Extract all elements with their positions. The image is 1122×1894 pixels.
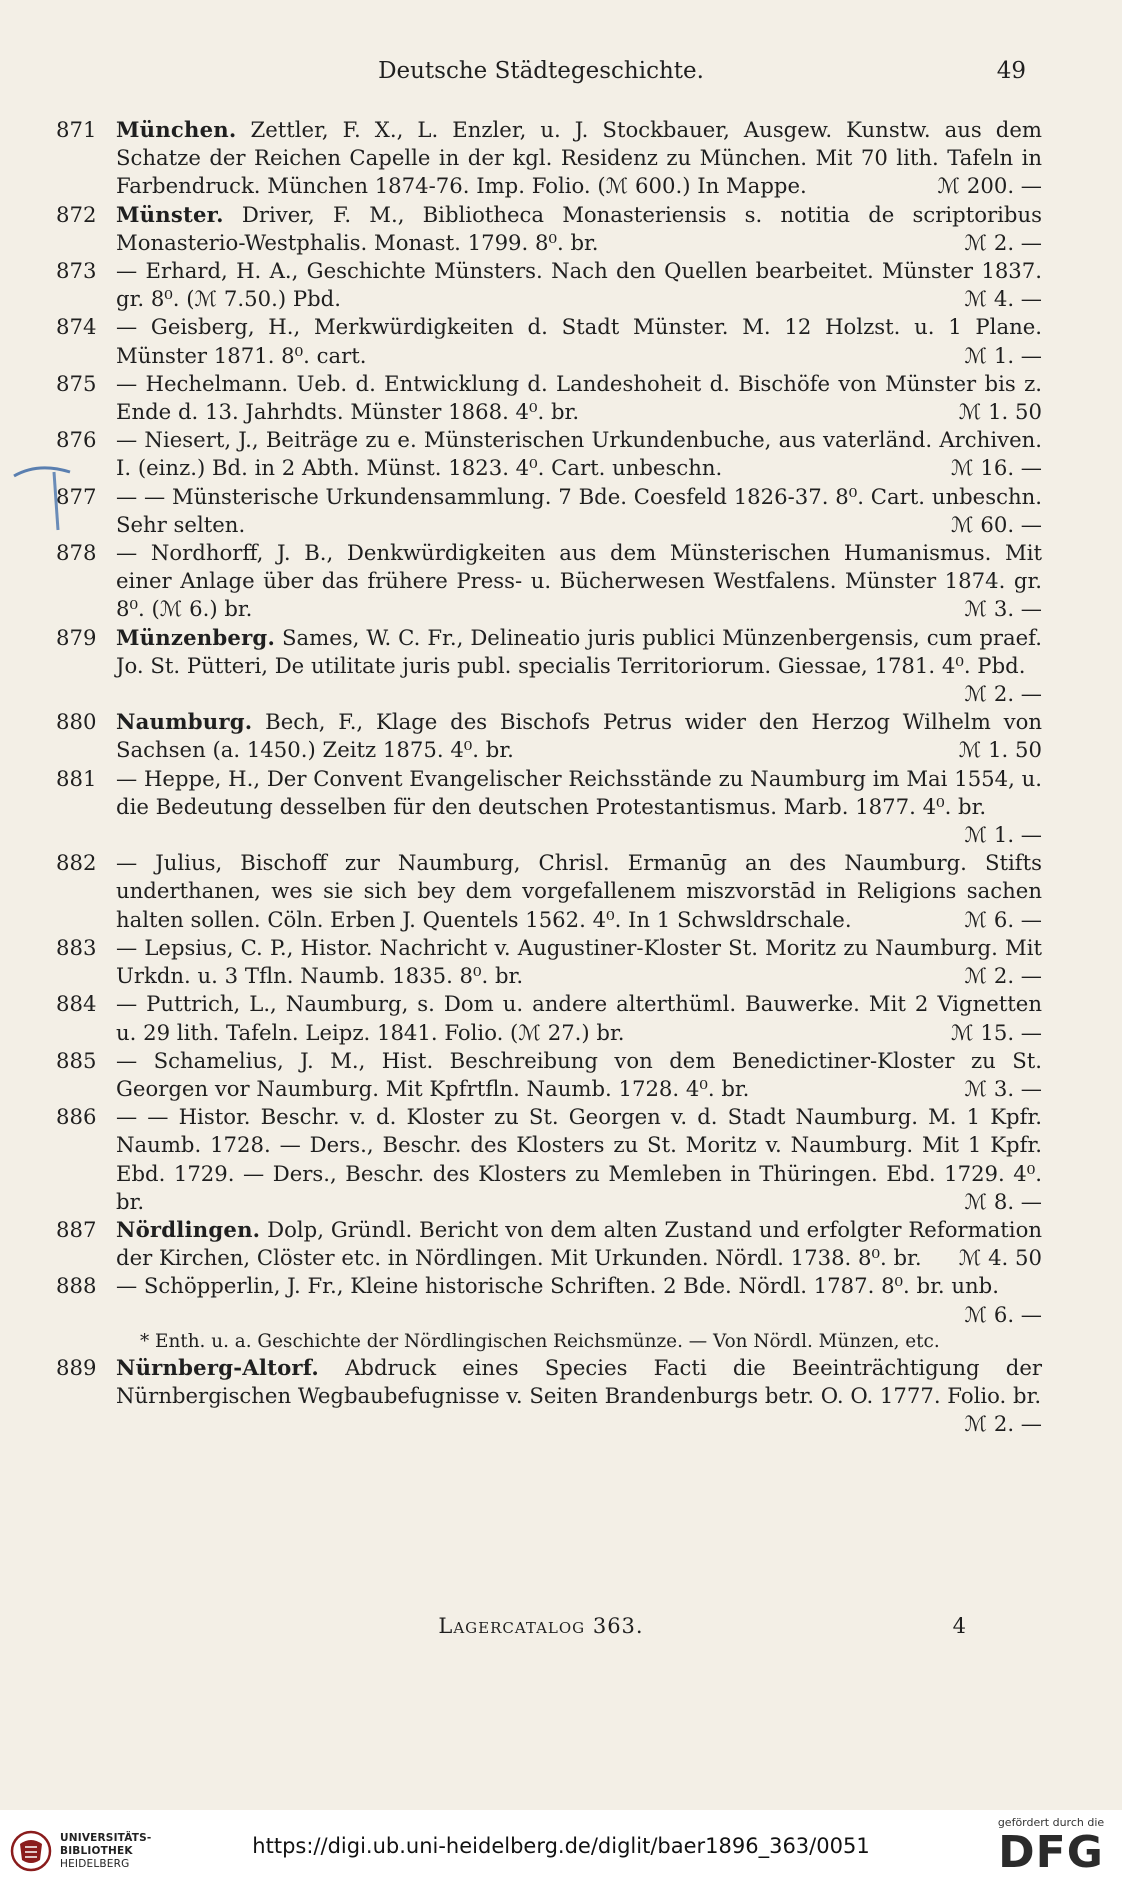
entry-price: ℳ 16. —: [950, 455, 1042, 481]
catalog-entry: [56, 934, 1042, 990]
entry-price: ℳ 60. —: [950, 511, 1042, 537]
entry-text: [116, 1354, 1042, 1439]
running-head-title: Deutsche Städtegeschichte.: [378, 58, 704, 84]
entry-price: ℳ 3. —: [964, 1075, 1042, 1101]
entry-number: 878: [56, 540, 97, 566]
entry-number: 889: [56, 1354, 97, 1380]
permalink-url[interactable]: https://digi.ub.uni-heidelberg.de/diglit/baer1896_363/0051: [252, 1834, 870, 1858]
entry-description: — Julius, Bischoff zur Naumburg, Chrisl. Ermanūg an des Naumburg. Stifts underthanen, wes sie sich bey dem vorgefallenem miszvorstād in Religions sachen halten sollen. Cöln. Erben J. Quentels 1562. 4⁰. In 1 Schwsldrschale.: [116, 850, 1042, 932]
entry-price: ℳ 1. —: [964, 822, 1042, 848]
entry-price: ℳ 2. —: [964, 1411, 1042, 1437]
entry-description: — Nordhorff, J. B., Denkwürdigkeiten aus dem Münsterischen Humanismus. Mit einer Anlage über das frühere Press- u. Bücherwesen Westfalens. Münster 1874. gr. 8⁰. (ℳ 6.) br.: [116, 540, 1042, 622]
entry-price: ℳ 1. 50: [958, 737, 1042, 763]
entry-number: 879: [56, 624, 97, 650]
entry-price: ℳ 1. —: [964, 342, 1042, 368]
entry-place-heading: Nürnberg-Altorf.: [116, 1354, 319, 1380]
entry-place-heading: Münster.: [116, 201, 224, 227]
entry-number: 883: [56, 934, 97, 960]
entry-number: 886: [56, 1104, 97, 1130]
entry-number: 877: [56, 483, 97, 509]
catalog-entry: [56, 624, 1042, 709]
entry-description: — Geisberg, H., Merkwürdigkeiten d. Stadt Münster. M. 12 Holzst. u. 1 Plane. Münster 1871. 8⁰. cart.: [116, 314, 1042, 368]
entry-description: — Schamelius, J. M., Hist. Beschreibung von dem Benedictiner-Kloster zu St. Georgen vor Naumburg. Mit Kpfrtfln. Naumb. 1728. 4⁰. br.: [116, 1047, 1042, 1101]
entry-text: [116, 849, 1042, 934]
entry-place-heading: München.: [116, 117, 237, 142]
entry-text: [116, 1272, 1042, 1328]
entry-text: [116, 257, 1042, 313]
entry-price: ℳ 2. —: [964, 681, 1042, 707]
sheet-signature: 4: [952, 1614, 966, 1638]
entry-number: 871: [56, 117, 97, 142]
entry-price: ℳ 8. —: [964, 1188, 1042, 1214]
entry-text: [116, 990, 1042, 1046]
catalog-entry: [56, 313, 1042, 369]
entry-text: [116, 1047, 1042, 1103]
entry-description: — Erhard, H. A., Geschichte Münsters. Nach den Quellen bearbeitet. Münster 1837. gr. 8⁰. (ℳ 7.50.) Pbd.: [116, 258, 1042, 312]
entry-description: — — Histor. Beschr. v. d. Kloster zu St. Georgen v. d. Stadt Naumburg. M. 1 Kpfr. Naumb. 1728. — Ders., Beschr. des Klosters zu St. Moritz v. Naumburg. Mit 1 Kpfr. Ebd. 1729. — Ders., Beschr. des Klosters zu Memleben in Thüringen. Ebd. 1729. 4⁰. br.: [116, 1104, 1042, 1214]
entry-price: ℳ 6. —: [964, 906, 1042, 932]
entry-price: ℳ 2. —: [964, 229, 1042, 255]
entry-place-heading: Münzenberg.: [116, 624, 276, 650]
catalog-entry: [56, 765, 1042, 850]
entry-description: Abdruck eines Species Facti die Beeinträchtigung der Nürnbergischen Wegbaubefugnisse v. Seiten Brandenburgs betr. O. O. 1777. Folio. br.: [116, 1354, 1042, 1408]
dfg-funding-note: gefördert durch die: [997, 1816, 1105, 1829]
entry-text: [116, 708, 1042, 764]
dfg-logo[interactable]: [992, 1816, 1110, 1877]
entry-price: ℳ 15. —: [950, 1019, 1042, 1045]
entry-number: 885: [56, 1047, 97, 1073]
entry-description: — Hechelmann. Ueb. d. Entwicklung d. Landeshoheit d. Bischöfe von Münster bis z. Ende d. 13. Jahrhdts. Münster 1868. 4⁰. br.: [116, 370, 1042, 425]
viewer-footer: [0, 1810, 1122, 1894]
entry-description: — Lepsius, C. P., Histor. Nachricht v. Augustiner-Kloster St. Moritz zu Naumburg. Mit Urkdn. u. 3 Tfln. Naumb. 1835. 8⁰. br.: [116, 934, 1042, 989]
catalog-entry: [56, 201, 1042, 257]
entry-text: [116, 934, 1042, 990]
entry-description: — Niesert, J., Beiträge zu e. Münsterischen Urkundenbuche, aus vaterländ. Archiven. I. (einz.) Bd. in 2 Abth. Münst. 1823. 4⁰. Cart. unbeschn.: [116, 427, 1042, 481]
catalog-title: Lagercatalog 363.: [438, 1614, 644, 1638]
entry-text: [116, 1103, 1042, 1216]
catalog-entry: [56, 849, 1042, 934]
catalog-entry: [56, 990, 1042, 1046]
entry-description: — Schöpperlin, J. Fr., Kleine historische Schriften. 2 Bde. Nördl. 1787. 8⁰. br. unb.: [116, 1273, 999, 1299]
entry-text: [116, 624, 1042, 709]
entry-description: Zettler, F. X., L. Enzler, u. J. Stockbauer, Ausgew. Kunstw. aus dem Schatze der Reichen Capelle in der kgl. Residenz zu München. Mit 70 lith. Tafeln in Farbendruck. München 1874-76. Imp. Folio. (ℳ 600.) In Mappe.: [116, 117, 1042, 199]
catalog-entry: [56, 1354, 1042, 1439]
entry-number: 888: [56, 1273, 97, 1299]
entry-description: Sames, W. C. Fr., Delineatio juris publici Münzenbergensis, cum praef. Jo. St. Pütteri, De utilitate juris publ. specialis Territoriorum. Giessae, 1781. 4⁰. Pbd.: [116, 624, 1042, 678]
running-head: [56, 58, 1026, 94]
entry-text: [116, 483, 1042, 539]
entry-number: 873: [56, 258, 97, 284]
entry-place-heading: Nördlingen.: [116, 1216, 261, 1242]
catalog-entry: [56, 426, 1042, 482]
entry-text: [116, 370, 1042, 426]
entry-description: Dolp, Gründl. Bericht von dem alten Zustand und erfolgter Reformation der Kirchen, Clöster etc. in Nördlingen. Mit Urkunden. Nördl. 1738. 8⁰. br.: [116, 1216, 1042, 1271]
entry-text: [116, 313, 1042, 369]
entry-number: 880: [56, 709, 97, 735]
catalog-entry: [56, 1103, 1042, 1216]
uni-line-3: HEIDELBERG: [60, 1858, 130, 1870]
catalog-entry: [56, 257, 1042, 313]
entry-footnote: * Enth. u. a. Geschichte der Nördlingischen Reichsmünze. — Von Nördl. Münzen, etc.: [140, 1330, 940, 1352]
catalog-entry: [56, 116, 1042, 201]
catalog-entries: [56, 116, 1042, 1438]
entry-price: ℳ 3. —: [964, 596, 1042, 622]
entry-text: [116, 426, 1042, 482]
entry-text: [116, 201, 1042, 257]
catalog-entry: [56, 370, 1042, 426]
uni-line-2: BIBLIOTHEK: [60, 1845, 133, 1857]
entry-number: 876: [56, 427, 97, 453]
entry-number: 874: [56, 314, 97, 340]
entry-price: ℳ 2. —: [964, 963, 1042, 989]
catalog-entry: [56, 539, 1042, 624]
page-number: 49: [996, 58, 1026, 84]
catalog-entry: [56, 1216, 1042, 1272]
entry-text: [116, 1216, 1042, 1272]
entry-number: 872: [56, 201, 97, 227]
entry-price: ℳ 6. —: [964, 1301, 1042, 1327]
entry-text: [116, 116, 1042, 201]
entry-description: — — Münsterische Urkundensammlung. 7 Bde. Coesfeld 1826-37. 8⁰. Cart. unbeschn. Sehr selten.: [116, 483, 1042, 537]
entry-number: 884: [56, 991, 97, 1017]
entry-number: 887: [56, 1216, 97, 1242]
entry-number: 881: [56, 765, 97, 791]
entry-price: ℳ 4. —: [964, 286, 1042, 312]
entry-price: ℳ 1. 50: [958, 399, 1042, 425]
entry-place-heading: Naumburg.: [116, 709, 253, 735]
entry-text: [116, 765, 1042, 850]
catalog-entry: [56, 708, 1042, 764]
entry-price: ℳ 200. —: [937, 173, 1042, 199]
catalog-footer: [56, 1614, 1026, 1644]
dfg-wordmark: DFG: [998, 1827, 1104, 1878]
entry-description: Driver, F. M., Bibliotheca Monasteriensis s. notitia de scriptoribus Monasterio-Westphalis. Monast. 1799. 8⁰. br.: [116, 201, 1042, 255]
entry-description: Bech, F., Klage des Bischofs Petrus wider den Herzog Wilhelm von Sachsen (a. 1450.) Zeitz 1875. 4⁰. br.: [116, 709, 1042, 763]
entry-description: — Heppe, H., Der Convent Evangelischer Reichsstände zu Naumburg im Mai 1554, u. die Bedeutung desselben für den deutschen Protestantismus. Marb. 1877. 4⁰. br.: [116, 765, 1042, 819]
uni-line-1: UNIVERSITÄTS-: [60, 1832, 152, 1844]
catalog-entry: [56, 1047, 1042, 1103]
entry-text: [116, 539, 1042, 624]
catalog-entry: [56, 1272, 1042, 1328]
entry-description: — Puttrich, L., Naumburg, s. Dom u. andere alterthüml. Bauwerke. Mit 2 Vignetten u. 29 lith. Tafeln. Leipz. 1841. Folio. (ℳ 27.) br.: [116, 991, 1042, 1045]
entry-number: 882: [56, 850, 97, 876]
entry-price: ℳ 4. 50: [958, 1245, 1042, 1271]
catalog-entry: [56, 483, 1042, 539]
entry-number: 875: [56, 370, 97, 396]
